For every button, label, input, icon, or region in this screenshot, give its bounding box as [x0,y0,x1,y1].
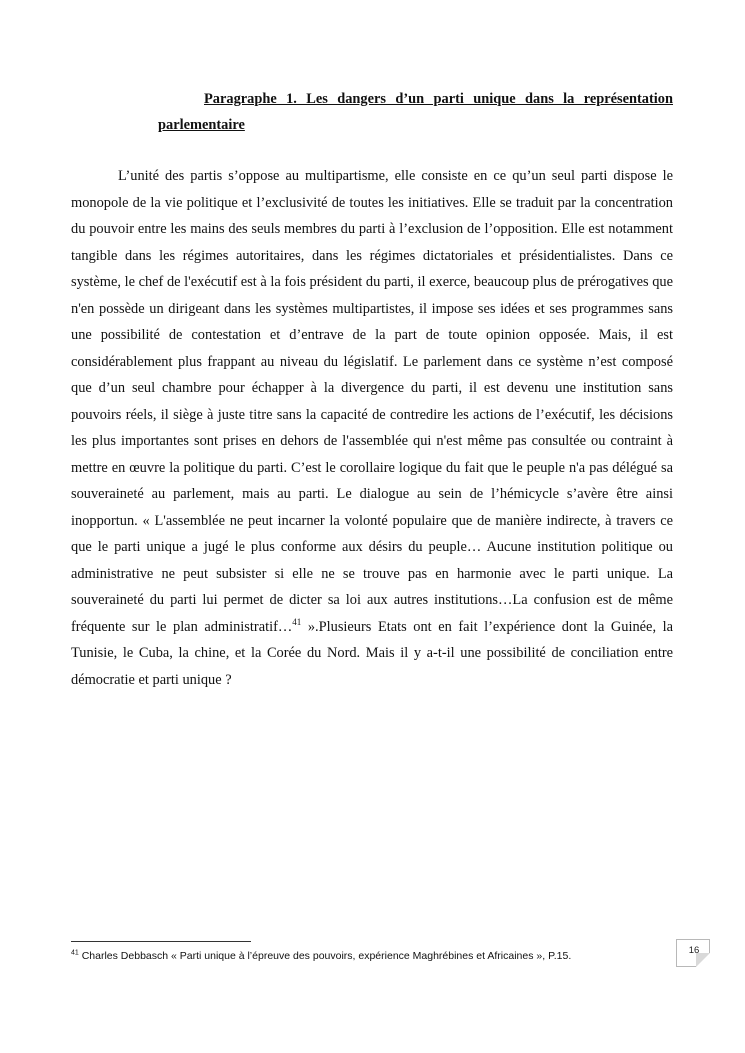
body-text-part-2: ».Plusieurs Etats ont en fait l’expérience dont la Guinée, la Tunisie, le Cuba, la chine, et la Corée du Nord. Mais il y a-t-il une possibilité de conciliation entre démocratie et parti unique ? [71,618,673,688]
footnote-number: 41 [71,949,79,957]
footnote-separator [71,941,251,942]
page-number-box [676,939,710,967]
heading-line-1: Paragraphe 1. Les dangers d’un parti unique dans la représentation [204,91,673,107]
section-heading [71,86,673,138]
body-paragraph [71,163,673,693]
heading-line-2: parlementaire [158,117,245,133]
footnote-text: Charles Debbasch « Parti unique à l’épreuve des pouvoirs, expérience Maghrébines et Africaines », P.15. [78,950,572,962]
page-number: 16 [688,945,700,956]
footnote [71,949,661,963]
footnote-reference[interactable]: 41 [292,616,302,627]
body-text-part-1: L’unité des partis s’oppose au multipartisme, elle consiste en ce qu’un seul parti dispose le monopole de la vie politique et l’exclusivité de toutes les initiatives. Elle se traduit par la concentration du pouvoir entre les mains des seuls membres du parti à l’exclusion de l’opposition. Elle est notamment tangible dans les régimes autoritaires, dans les régimes dictatoriales et présidentialistes. Dans ce système, le chef de l'exécutif est à la fois président du parti, il exerce, beaucoup plus de prérogatives que n'en possède un dirigeant dans les systèmes multipartistes, il impose ses idées et ses programmes sans une possibilité de contestation et d’entrave de la part de toute opinion opposée. Mais, il est considérablement plus frappant au niveau du législatif. Le parlement dans ce système n’est composé que d’un seul chambre pour échapper à la divergence du parti, il est devenu une institution sans pouvoirs réels, il siège à juste titre sans la capacité de contredire les actions de l’exécutif, les décisions les plus importantes sont prises en dehors de l'assemblée qui n'est même pas consultée ou contraint à mettre en œuvre la politique du parti. C’est le corollaire logique du fait que le peuple n'a pas délégué sa souveraineté au parlement, mais au parti. Le dialogue au sein de l’hémicycle s’avère être ainsi inopportun. « L'assemblée ne peut incarner la volonté populaire que de manière indirecte, à travers ce que le parti unique a jugé le plus conforme aux désirs du peuple… Aucune institution politique ou administrative ne peut subsister si elle ne se trouve pas en harmonie avec le parti unique. La souveraineté du parti lui permet de dicter sa loi aux autres institutions…La confusion est de même fréquente sur le plan administratif… [71,168,673,635]
